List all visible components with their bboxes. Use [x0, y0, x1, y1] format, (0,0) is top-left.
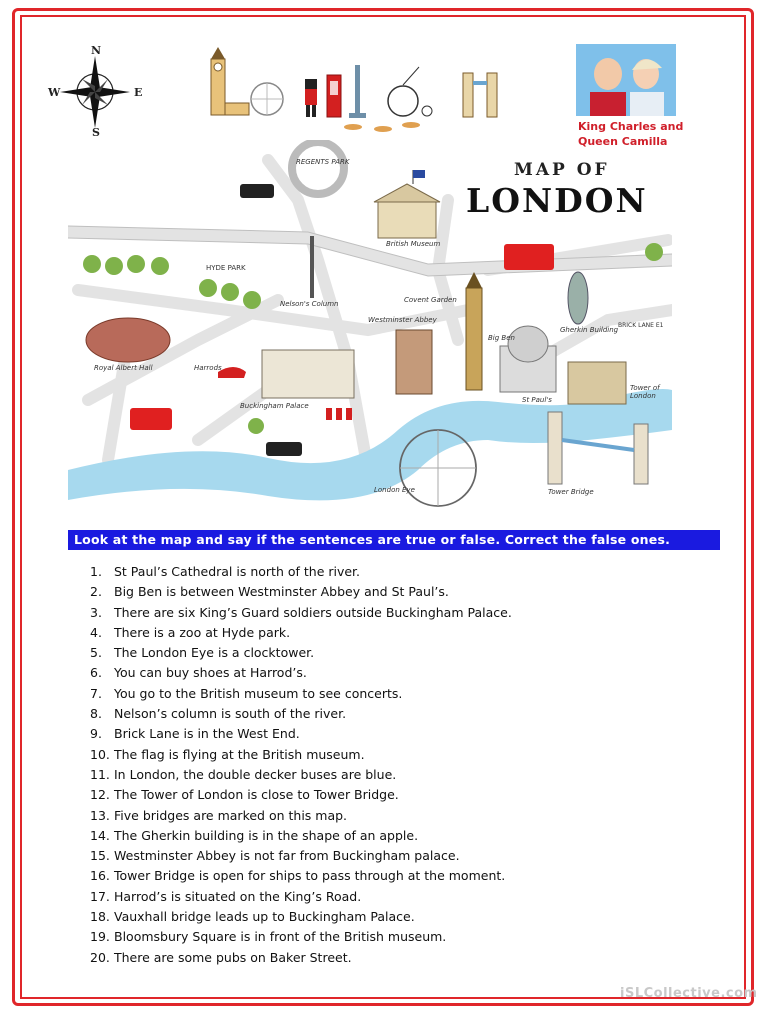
map-label-gherkin: Gherkin Building: [560, 326, 619, 334]
question-list: [90, 562, 512, 968]
london-landmark-lettering: [205, 45, 505, 135]
question-text: You can buy shoes at Harrod’s.: [114, 665, 307, 681]
question-item: [90, 562, 512, 582]
question-text: St Paul’s Cathedral is north of the river.: [114, 564, 361, 579]
question-number: 14.: [90, 827, 110, 843]
question-item: [90, 745, 512, 765]
question-text: The flag is flying at the British museum.: [114, 746, 365, 762]
question-number: 6.: [90, 665, 102, 681]
compass-west-label: W: [48, 86, 61, 99]
map-label-harrods: Harrods: [194, 364, 222, 372]
instruction-banner: Look at the map and say if the sentences are true or false. Correct the false ones.: [68, 530, 720, 550]
question-number: 5.: [90, 645, 102, 661]
question-text: Westminster Abbey is not far from Buckingham palace.: [114, 848, 460, 864]
question-item: [90, 603, 512, 623]
map-title-small: MAP OF: [514, 160, 610, 180]
question-number: 8.: [90, 706, 102, 722]
question-number: 1.: [90, 564, 102, 579]
question-text: Five bridges are marked on this map.: [114, 807, 348, 823]
question-text: Harrod’s is situated on the King’s Road.: [114, 888, 362, 904]
question-number: 7.: [90, 685, 102, 701]
question-item: [90, 866, 512, 886]
question-item: [90, 806, 512, 826]
question-item: [90, 846, 512, 866]
question-number: 17.: [90, 888, 110, 904]
map-label-nelsons-column: Nelson's Column: [280, 300, 339, 308]
question-item: [90, 927, 512, 947]
compass-east-label: E: [134, 86, 143, 99]
question-text: The Gherkin building is in the shape of an apple.: [114, 827, 419, 843]
question-number: 18.: [90, 909, 110, 925]
question-text: There are six King’s Guard soldiers outside Buckingham Palace.: [114, 604, 512, 620]
question-item: [90, 643, 512, 663]
compass-north-label: N: [91, 44, 102, 57]
question-text: You go to the British museum to see concerts.: [114, 685, 403, 701]
map-label-covent-garden: Covent Garden: [404, 296, 457, 304]
question-number: 4.: [90, 624, 102, 640]
question-text: Nelson’s column is south of the river.: [114, 706, 347, 722]
compass-south-label: S: [92, 126, 100, 139]
question-text: Vauxhall bridge leads up to Buckingham Palace.: [114, 909, 415, 925]
compass-star-icon: [48, 44, 142, 138]
question-number: 10.: [90, 746, 110, 762]
question-item: [90, 785, 512, 805]
question-number: 12.: [90, 787, 110, 803]
watermark: iSLCollective.com: [620, 986, 758, 1001]
royals-portrait-image: [576, 44, 676, 116]
question-item: [90, 765, 512, 785]
question-text: Bloomsbury Square is in front of the British museum.: [114, 929, 447, 945]
question-number: 3.: [90, 604, 102, 620]
map-label-big-ben: Big Ben: [488, 334, 515, 342]
map-label-westminster-abbey: Westminster Abbey: [368, 316, 437, 324]
map-label-royal-albert-hall: Royal Albert Hall: [94, 364, 153, 372]
question-item: [90, 582, 512, 602]
question-item: [90, 663, 512, 683]
question-text: The London Eye is a clocktower.: [114, 645, 315, 661]
map-label-tower-of-london: Tower of London: [630, 384, 660, 400]
royals-caption-line1: King Charles and: [578, 120, 684, 133]
question-text: Tower Bridge is open for ships to pass through at the moment.: [114, 868, 506, 884]
map-label-regents-park: REGENTS PARK: [296, 158, 350, 166]
map-label-brick-lane: BRICK LANE E1: [618, 322, 664, 329]
map-label-london-eye: London Eye: [374, 486, 415, 494]
map-label-british-museum: British Museum: [386, 240, 441, 248]
question-item: [90, 684, 512, 704]
map-label-st-pauls: St Paul's: [522, 396, 552, 404]
london-logo-icon: [205, 45, 505, 135]
question-number: 11.: [90, 766, 110, 782]
question-text: The Tower of London is close to Tower Bridge.: [114, 787, 399, 803]
royals-caption-line2: Queen Camilla: [578, 135, 668, 148]
royals-portrait: [576, 44, 676, 116]
map-label-tower-bridge: Tower Bridge: [548, 488, 594, 496]
question-number: 2.: [90, 584, 102, 600]
question-text: Big Ben is between Westminster Abbey and St Paul’s.: [114, 584, 449, 600]
question-number: 16.: [90, 868, 110, 884]
question-number: 15.: [90, 848, 110, 864]
question-item: [90, 826, 512, 846]
question-number: 9.: [90, 726, 102, 742]
question-number: 20.: [90, 949, 110, 965]
map-label-buckingham-palace: Buckingham Palace: [240, 402, 309, 410]
question-text: There is a zoo at Hyde park.: [114, 624, 291, 640]
map-title: LONDON: [466, 181, 648, 220]
compass-rose: [48, 44, 142, 138]
question-item: [90, 887, 512, 907]
question-number: 19.: [90, 929, 110, 945]
question-item: [90, 623, 512, 643]
question-item: [90, 724, 512, 744]
question-item: [90, 704, 512, 724]
question-text: There are some pubs on Baker Street.: [114, 949, 352, 965]
question-item: [90, 907, 512, 927]
question-text: Brick Lane is in the West End.: [114, 726, 300, 742]
question-text: In London, the double decker buses are blue.: [114, 766, 397, 782]
map-label-hyde-park: HYDE PARK: [206, 264, 246, 272]
question-item: [90, 948, 512, 968]
question-number: 13.: [90, 807, 110, 823]
